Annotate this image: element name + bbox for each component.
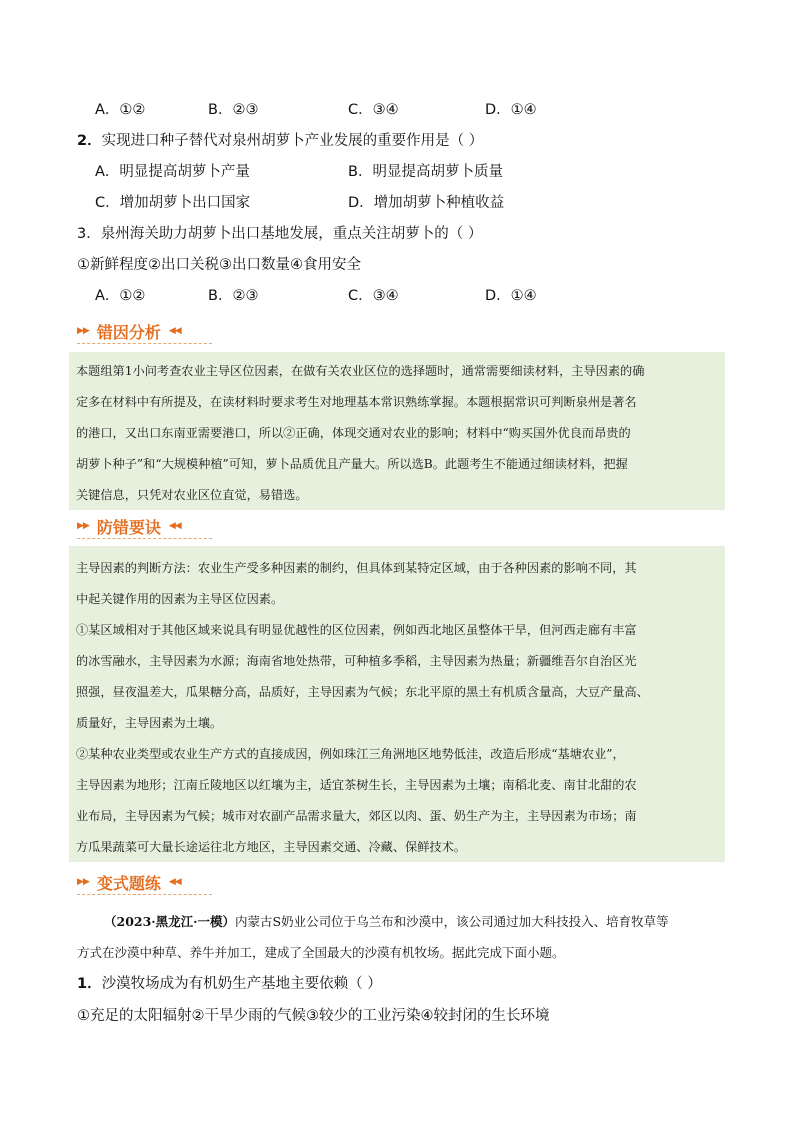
section-underline	[77, 894, 212, 895]
q2-option-a: A．明显提高胡萝卜产量	[95, 164, 250, 180]
q1-option-b: B．②③	[208, 102, 259, 118]
prevention-line: 照强，昼夜温差大，瓜果糖分高，品质好，主导因素为气候；东北平原的黑土有机质含量高，大豆产量高、	[76, 685, 649, 699]
prevention-line: 方瓜果蔬菜可大量长途运往北方地区，主导因素交通、冷藏、保鲜技术。	[76, 840, 466, 854]
q1-option-a: A．①②	[95, 102, 146, 118]
error-analysis-line: 的港口，又出口东南亚需要港口，所以②正确，体现交通对农业的影响；材料中“购买国外优良而昂贵的	[76, 426, 631, 440]
variant-intro-line1	[104, 912, 669, 930]
variant-source: （2023·黑龙江·一模）	[104, 914, 235, 929]
q1-option-c: C．③④	[348, 102, 399, 118]
prevention-line: 主导因素为地形；江南丘陵地区以红壤为主，适宜茶树生长，主导因素为土壤；南稻北麦、南甘北甜的农	[76, 778, 637, 792]
variant-intro-text: 内蒙古S奶业公司位于乌兰布和沙漠中，该公司通过加大科技投入、培育牧草等	[235, 914, 669, 929]
q3-option-a: A．①②	[95, 288, 146, 304]
prevention-line: 主导因素的判断方法：农业生产受多种因素的制约，但具体到某特定区域，由于各种因素的影响不同，其	[76, 561, 637, 575]
variant-q1-items: ①充足的太阳辐射②干旱少雨的气候③较少的工业污染④较封闭的生长环境	[77, 1008, 550, 1024]
error-analysis-box	[69, 352, 725, 510]
prevention-line: 质量好，主导因素为土壤。	[76, 716, 223, 730]
q2-stem	[77, 131, 483, 151]
q3-option-c: C．③④	[348, 288, 399, 304]
q3-option-b: B．②③	[208, 288, 259, 304]
prevention-line: 的冰雪融水，主导因素为水源；海南省地处热带，可种植多季稻，主导因素为热量；新疆维吾尔自治区光	[76, 654, 637, 668]
double-arrow-left-icon: ◀◀	[168, 521, 181, 531]
q3-stem: 3．泉州海关助力胡萝卜出口基地发展，重点关注胡萝卜的（ ）	[77, 226, 483, 242]
section-title-variant: 变式题练	[96, 873, 161, 893]
q2-number: 2．	[77, 133, 102, 149]
double-arrow-right-icon: ▶▶	[77, 877, 89, 887]
variant-q1-number: 1．	[77, 976, 102, 992]
q1-option-d: D．①④	[485, 102, 537, 118]
error-analysis-line: 关键信息，只凭对农业区位直觉，易错选。	[76, 488, 308, 502]
double-arrow-left-icon: ◀◀	[168, 877, 181, 887]
section-underline	[77, 343, 212, 344]
section-header-error-analysis	[77, 315, 217, 347]
q2-option-b: B．明显提高胡萝卜质量	[348, 164, 503, 180]
variant-q1-stem-text: 沙漠牧场成为有机奶生产基地主要依赖（ ）	[101, 976, 382, 992]
q2-option-d: D．增加胡萝卜种植收益	[348, 195, 505, 211]
q3-option-d: D．①④	[485, 288, 537, 304]
double-arrow-right-icon: ▶▶	[77, 326, 89, 336]
q2-option-c: C．增加胡萝卜出口国家	[95, 195, 251, 211]
section-title-prevention: 防错要诀	[96, 517, 161, 537]
section-title-error-analysis: 错因分析	[96, 322, 161, 342]
section-header-variant	[77, 866, 217, 898]
error-analysis-line: 胡萝卜种子”和“大规模种植”可知，萝卜品质优且产量大。所以选B。此题考生不能通过细读材料，把握	[76, 457, 628, 471]
q2-stem-text: 实现进口种子替代对泉州胡萝卜产业发展的重要作用是（ ）	[101, 133, 484, 149]
prevention-line: 业布局，主导因素为气候；城市对农副产品需求量大，郊区以肉、蛋、奶生产为主，主导因素为市场；南	[76, 809, 637, 823]
q3-items: ①新鲜程度②出口关税③出口数量④食用安全	[77, 257, 361, 273]
double-arrow-right-icon: ▶▶	[77, 521, 89, 531]
error-analysis-line: 定多在材料中有所提及，在读材料时要求考生对地理基本常识熟练掌握。本题根据常识可判断泉州是著名	[76, 395, 637, 409]
double-arrow-left-icon: ◀◀	[168, 326, 181, 336]
variant-q1-stem	[77, 974, 382, 994]
prevention-box	[69, 546, 725, 862]
error-analysis-line: 本题组第1小问考查农业主导区位因素，在做有关农业区位的选择题时，通常需要细读材料，主导因素的确	[76, 364, 645, 378]
section-underline	[77, 538, 212, 539]
prevention-line: 中起关键作用的因素为主导区位因素。	[76, 592, 284, 606]
prevention-line: ②某种农业类型或农业生产方式的直接成因，例如珠江三角洲地区地势低洼，改造后形成“基塘农业”，	[76, 747, 625, 761]
variant-intro-line2: 方式在沙漠中种草、养牛并加工，建成了全国最大的沙漠有机牧场。据此完成下面小题。	[77, 945, 565, 960]
section-header-prevention	[77, 510, 217, 542]
prevention-line: ①某区域相对于其他区域来说具有明显优越性的区位因素，例如西北地区虽整体干旱，但河西走廊有丰富	[76, 623, 637, 637]
